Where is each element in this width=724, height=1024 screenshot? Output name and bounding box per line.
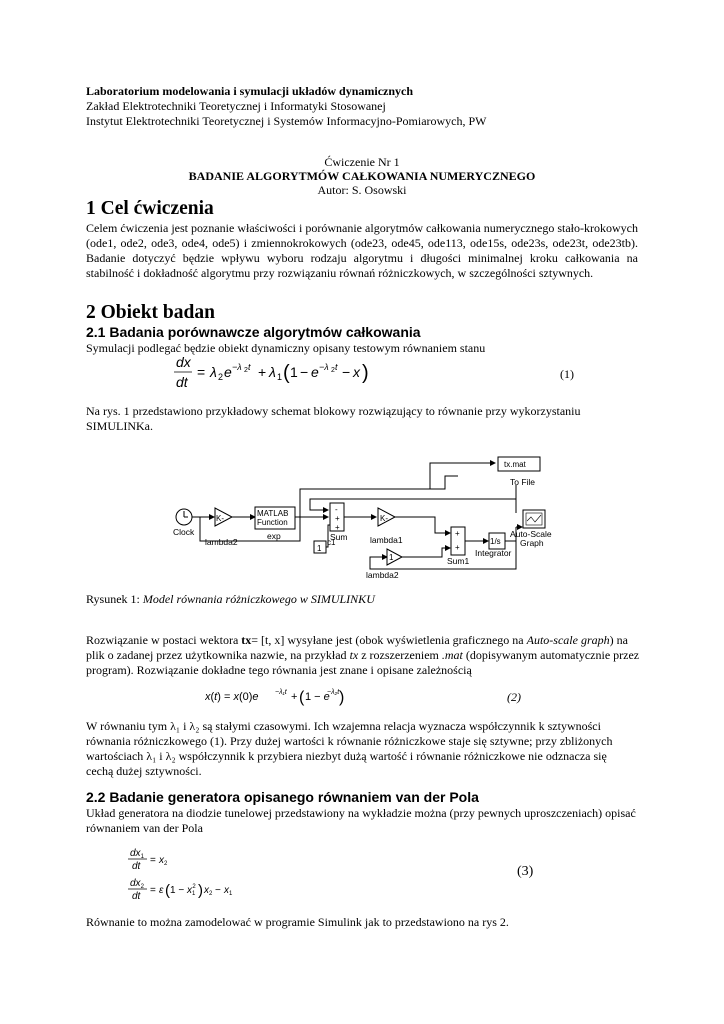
- svg-text:−λ₂t: −λ₂t: [327, 689, 340, 696]
- equation-2: [205, 684, 345, 708]
- svg-text:x: x: [353, 364, 360, 380]
- const-label: c1: [327, 538, 336, 547]
- svg-text:t: t: [248, 362, 251, 372]
- graph-label-1: Auto-Scale: [510, 529, 552, 539]
- header-lab-name: Laboratorium modelowania i symulacji układów dynamicznych: [86, 84, 414, 98]
- svg-text:x2: $x_2$: [204, 885, 213, 897]
- final-sentence: Równanie to można zamodelować w programie Simulink jak to przedstawiono na rys 2.: [86, 915, 509, 929]
- figure-1-intro: Na rys. 1 przedstawiono przykładowy schemat blokowy rozwiązujący to równanie przy wykorzystaniu SIMULINKa.: [86, 404, 581, 433]
- svg-text:2: 2: [218, 372, 224, 382]
- sum-label: Sum: [330, 532, 348, 542]
- simulink-diagram: [160, 455, 570, 585]
- svg-text:−: −: [342, 364, 351, 380]
- svg-text:+: +: [335, 523, 340, 532]
- svg-text:x2: $x_2$: [159, 855, 168, 867]
- svg-text:=: =: [150, 855, 156, 866]
- svg-text:): ): [362, 362, 369, 384]
- exercise-number: Ćwiczenie Nr 1: [324, 155, 400, 169]
- gain2-label: lambda1: [370, 535, 403, 545]
- svg-text:+: +: [455, 543, 460, 552]
- svg-text:+: +: [335, 514, 340, 523]
- section-1-text: Celem ćwiczenia jest poznanie właściwości i porównanie algorytmów całkowania numerycznego stało-krokowych (ode1, ode2, ode3, ode4, ode5) i zmiennokrokowych (ode23, ode45, ode113, ode15s, ode23s, ode23t, ode23tb). Badanie dotyczyć będzie wpływu wyboru rodzaju algorytmu i długości minimalnej kroku całkowania na stabilność i dokładność algorytmu przy rozwiązaniu równań różniczkowych, w szczególności sztywnych.: [86, 221, 638, 280]
- equation-1-number: (1): [560, 367, 574, 381]
- clock-block: [176, 509, 192, 525]
- svg-text:): ): [198, 882, 203, 899]
- svg-text:+: +: [455, 529, 460, 538]
- equation-2-number: (2): [507, 690, 521, 704]
- fcn-label: exp: [267, 531, 281, 541]
- gain3-label: lambda2: [366, 570, 399, 580]
- gain1-label: lambda2: [205, 537, 238, 547]
- integrator-label: Integrator: [475, 548, 512, 558]
- svg-text:(: (: [299, 689, 305, 706]
- svg-text:1 −: 1 −: [170, 885, 185, 896]
- svg-text:1/s: 1/s: [490, 537, 501, 546]
- svg-text:dt: dt: [132, 891, 141, 902]
- svg-text:-: -: [335, 505, 338, 514]
- header-department: Zakład Elektrotechniki Teoretycznej i Informatyki Stosowanej: [86, 99, 386, 113]
- svg-text:): ): [339, 689, 345, 706]
- svg-text:K-: K-: [216, 514, 224, 523]
- clock-label: Clock: [173, 527, 195, 537]
- equation-3: [125, 846, 245, 902]
- section-2-2-heading: 2.2 Badanie generatora opisanego równaniem van der Pola: [86, 789, 479, 805]
- section-2-heading: 2 Obiekt badan: [86, 302, 215, 323]
- svg-text:−λ: −λ: [232, 362, 242, 372]
- svg-text:dt: dt: [132, 861, 141, 872]
- svg-text:dx2: $dx_2$: [130, 878, 144, 890]
- svg-text:1: 1: [317, 544, 322, 553]
- graph-label-2: Graph: [520, 538, 544, 548]
- stiffness-line-1: W równaniu tym λ₁ i λ₂ są stałymi czasowymi. Ich wzajemna relacja wyznacza współczynnik k sztywności: [86, 719, 601, 733]
- stiffness-line-3: wartościach λ₁ i λ₂ współczynnik k przybiera niezbyt dużą wartość i równanie różniczkowe nie odznacza się: [86, 749, 607, 763]
- svg-text:(: (: [165, 882, 170, 899]
- equation-1: [170, 352, 370, 394]
- svg-text:x1: $x_1$: [224, 885, 233, 897]
- svg-text:dx1: $dx_1$: [130, 848, 144, 860]
- svg-text:e: e: [224, 364, 232, 380]
- svg-text:ε: ε: [159, 885, 164, 896]
- solution-paragraph: Rozwiązanie w postaci wektora tx= [t, x] wysyłane jest (obok wyświetlenia graficznego na Auto-scale graph) na plik o zadanej przez użytkownika nazwie, na przykład tx z rozszerzeniem .mat (dopisywanym automatycznie przez program). Rozwiązanie dokładne tego równania jest znane i opisane zależnością: [86, 633, 640, 677]
- svg-text:MATLAB: MATLAB: [257, 509, 289, 518]
- svg-text:2: 2: [331, 367, 335, 374]
- svg-text:1 − e: 1 − e: [305, 691, 330, 703]
- svg-text:1: 1: [277, 372, 283, 382]
- svg-text:1: 1: [389, 553, 394, 562]
- svg-text:=: =: [197, 364, 206, 380]
- svg-text:e: e: [311, 364, 319, 380]
- svg-text:λ: λ: [269, 364, 276, 380]
- svg-text:K-: K-: [380, 514, 388, 523]
- svg-text:λ: λ: [210, 364, 217, 380]
- svg-text:Function: Function: [257, 518, 288, 527]
- exercise-author: Autor: S. Osowski: [317, 183, 407, 197]
- svg-text:+: +: [291, 691, 298, 703]
- exercise-title: BADANIE ALGORYTMÓW CAŁKOWANIA NUMERYCZNEGO: [188, 169, 536, 183]
- svg-text:−λ₁t: −λ₁t: [275, 689, 287, 696]
- header-institute: Instytut Elektrotechniki Teoretycznej i Systemów Informacyjno-Pomiarowych, PW: [86, 114, 487, 128]
- tofile-label: To File: [510, 477, 536, 487]
- svg-text:x(t) = x(0)e: x(t) = x(0)e: [205, 691, 259, 703]
- section-1-heading: 1 Cel ćwiczenia: [86, 198, 214, 219]
- svg-text:1: 1: [290, 364, 298, 380]
- section-2-2-text: Układ generatora na diodzie tunelowej przedstawiony na wykładzie można (przy pewnych uproszczeniach) opisać równaniem van der Pola: [86, 806, 636, 835]
- svg-text:t: t: [335, 362, 338, 372]
- section-2-1-intro: Symulacji podlegać będzie obiekt dynamiczny opisany testowym równaniem stanu: [86, 341, 486, 355]
- section-2-1-heading: 2.1 Badania porównawcze algorytmów całkowania: [86, 324, 421, 340]
- sum1-label: Sum1: [447, 556, 470, 566]
- svg-text:tx.mat: tx.mat: [504, 460, 526, 469]
- figure-1-caption: Rysunek 1: Model równania różniczkowego w SIMULINKU: [86, 592, 375, 606]
- svg-text:−: −: [300, 364, 309, 380]
- stiffness-line-2: równania różniczkowego (1). Przy dużej wartości k równanie różniczkowe staje się sztywne; przy zbliżonych: [86, 734, 613, 748]
- svg-text:(: (: [283, 362, 290, 384]
- svg-text:dt: dt: [176, 374, 188, 390]
- equation-3-number: (3): [517, 864, 534, 879]
- svg-text:2: 2: [244, 367, 248, 374]
- svg-text:x12: $x_12$: [187, 884, 196, 897]
- svg-text:−: −: [215, 885, 221, 896]
- stiffness-line-4: cechą dużej sztywności.: [86, 764, 202, 778]
- svg-text:=: =: [150, 885, 156, 896]
- svg-text:+: +: [258, 364, 267, 380]
- svg-text:−λ: −λ: [319, 362, 329, 372]
- svg-text:dx: dx: [176, 354, 191, 370]
